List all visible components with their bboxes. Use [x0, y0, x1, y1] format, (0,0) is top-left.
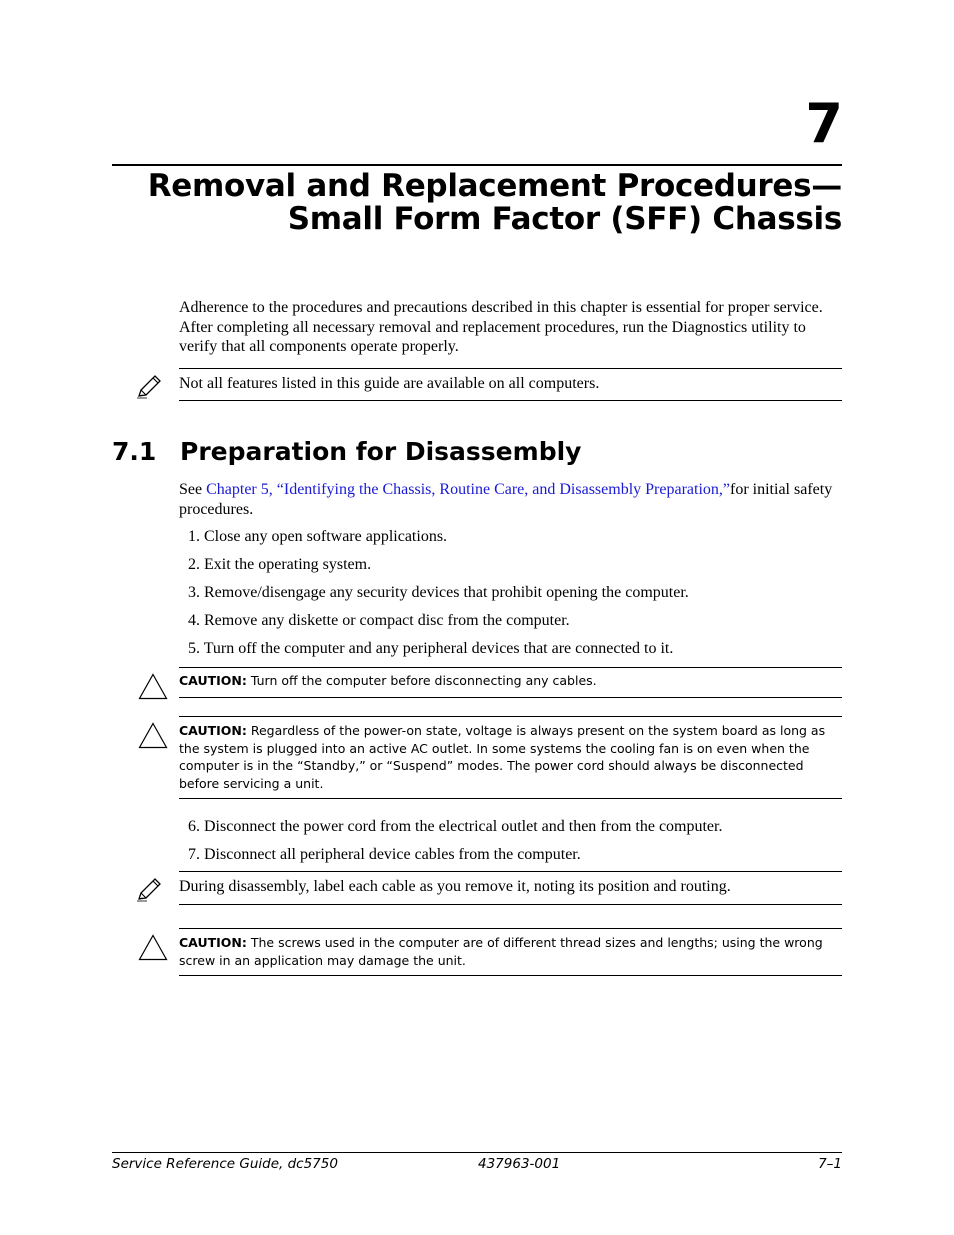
list-item: 3. Remove/disengage any security devices that prohibit opening the computer. — [188, 584, 689, 601]
intro-paragraph: Adherence to the procedures and precautions described in this chapter is essential for proper service. After completing all necessary removal and replacement procedures, run the Diagnostics utility to verify that all components operate properly. — [179, 299, 823, 355]
pencil-note-icon — [136, 375, 162, 399]
section-number: 7.1 — [112, 437, 157, 466]
chapter-number: 7 — [805, 92, 842, 155]
caution-line: the system is plugged into an active AC outlet. In some systems the cooling fan is on even when the — [179, 740, 810, 756]
caution-triangle-icon — [138, 934, 168, 961]
caution-rule-bottom — [179, 697, 842, 698]
list-item: 7. Disconnect all peripheral device cables from the computer. — [188, 846, 581, 863]
list-item: 6. Disconnect the power cord from the electrical outlet and then from the computer. — [188, 818, 723, 835]
note-text: Not all features listed in this guide are available on all computers. — [179, 375, 600, 392]
chapter-5-link[interactable]: Chapter 5, “Identifying the Chassis, Routine Care, and Disassembly Preparation,” — [206, 481, 730, 498]
list-item: 5. Turn off the computer and any peripheral devices that are connected to it. — [188, 640, 674, 657]
caution-text — [179, 722, 842, 792]
footer-rule — [112, 1152, 842, 1153]
caution-text — [179, 934, 842, 969]
note-rule-bottom — [179, 904, 842, 905]
chapter-rule — [112, 164, 842, 166]
caution-line: screw in an application may damage the unit. — [179, 952, 466, 968]
caution-rule-top — [179, 716, 842, 717]
list-item: 2. Exit the operating system. — [188, 556, 372, 573]
caution-line: before servicing a unit. — [179, 775, 324, 791]
list-item: 1. Close any open software applications. — [188, 528, 448, 545]
caution-body: Turn off the computer before disconnecting any cables. — [246, 673, 597, 688]
caution-line: Regardless of the power-on state, voltage is always present on the system board as long as — [246, 723, 826, 738]
caution-rule-bottom — [179, 975, 842, 976]
list-item: 4. Remove any diskette or compact disc from the computer. — [188, 612, 570, 629]
caution-line: computer is in the “Standby,” or “Suspend” modes. The power cord should always be disconnected — [179, 758, 804, 773]
caution-rule-top — [179, 928, 842, 929]
caution-label: CAUTION: — [179, 935, 247, 950]
caution-triangle-icon — [138, 722, 168, 749]
chapter-title — [112, 170, 842, 236]
footer-page-number: 7–1 — [818, 1156, 842, 1172]
steps-list-a — [188, 527, 689, 667]
caution-text — [179, 672, 842, 690]
caution-rule-bottom — [179, 798, 842, 799]
note-rule-top — [179, 368, 842, 369]
pencil-note-icon — [136, 878, 162, 902]
caution-line: The screws used in the computer are of different thread sizes and lengths; using the wrong — [246, 935, 823, 950]
note-rule-top — [179, 871, 842, 872]
chapter-title-line-1: Removal and Replacement Procedures— — [147, 168, 842, 204]
see-paragraph — [179, 480, 842, 519]
chapter-title-line-2: Small Form Factor (SFF) Chassis — [287, 201, 842, 237]
caution-label: CAUTION: — [179, 723, 247, 738]
note-text: During disassembly, label each cable as you remove it, noting its position and routing. — [179, 878, 731, 895]
footer-part-number: 437963-001 — [478, 1156, 561, 1172]
caution-label: CAUTION: — [179, 673, 247, 688]
steps-list-b — [188, 817, 722, 873]
caution-rule-top — [179, 667, 842, 668]
section-title: Preparation for Disassembly — [180, 437, 582, 466]
see-suffix: for initial safety procedures. — [179, 481, 833, 518]
note-rule-bottom — [179, 400, 842, 401]
caution-triangle-icon — [138, 673, 168, 700]
section-heading — [112, 434, 842, 470]
footer-doc-title: Service Reference Guide, dc5750 — [112, 1156, 338, 1172]
see-prefix: See — [179, 481, 207, 498]
